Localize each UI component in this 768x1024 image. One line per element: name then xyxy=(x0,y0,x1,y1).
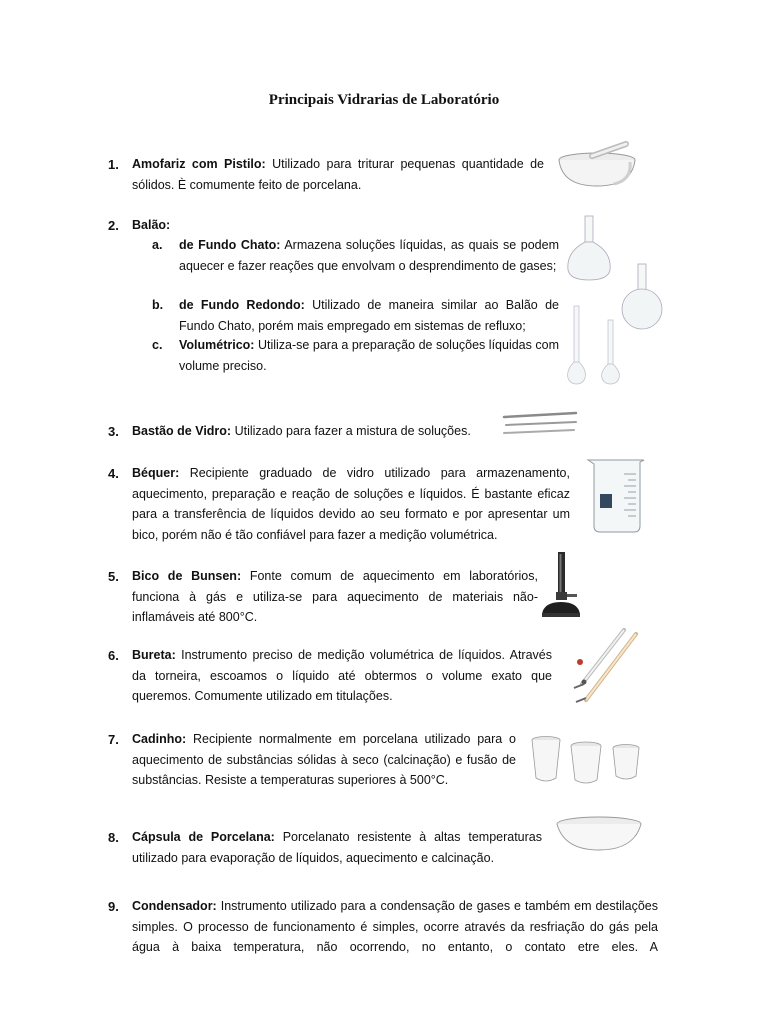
subitem-text xyxy=(179,235,559,276)
subitem-term: de Fundo Chato: xyxy=(179,238,281,252)
item-description: Recipiente normalmente em porcelana utilizado para o aquecimento de substâncias sólidas à seco (calcinação) e fusão de substâncias. Resiste a temperaturas superiores à 500°C. xyxy=(132,732,516,787)
item-number: 1. xyxy=(108,157,119,172)
item-text xyxy=(132,463,570,545)
subitem-text xyxy=(179,295,559,336)
item-description: Utilizado para triturar pequenas quantidade de sólidos. È comumente feito de porcelana. xyxy=(132,157,544,192)
flasks-image xyxy=(562,212,674,392)
item-number: 6. xyxy=(108,648,119,663)
glass-rods-image xyxy=(500,408,580,440)
subitem-letter: b. xyxy=(152,298,164,312)
item-term: Bureta: xyxy=(132,648,176,662)
item-term: Amofariz com Pistilo: xyxy=(132,157,266,171)
item-description: Fonte comum de aquecimento em laboratórios, funciona à gás e utiliza-se para aquecimento de materiais não-inflamáveis até 800°C. xyxy=(132,569,538,624)
subitem-term: Volumétrico: xyxy=(179,338,255,352)
item-description: Instrumento preciso de medição volumétrica de líquidos. Através da torneira, escoamos o líquido até obtermos o volume exato que queremos. Comumente utilizado em titulações. xyxy=(132,648,552,703)
item-text xyxy=(132,566,538,628)
item-number: 7. xyxy=(108,732,119,747)
item-text xyxy=(132,827,542,868)
item-description: Porcelanato resistente à altas temperaturas utilizado para evaporação de líquidos, aquecimento e calcinação. xyxy=(132,830,542,865)
crucibles-image xyxy=(526,732,650,788)
item-term: Cadinho: xyxy=(132,732,187,746)
item-text xyxy=(132,421,492,442)
porcelain-dish-image xyxy=(552,814,646,854)
item-term: Bastão de Vidro: xyxy=(132,424,232,438)
subitem-text xyxy=(179,335,559,376)
burettes-image xyxy=(564,624,644,708)
subitem-description: Utilizado de maneira similar ao Balão de Fundo Chato, porém mais empregado em sistemas de refluxo; xyxy=(179,298,560,333)
item-number: 4. xyxy=(108,466,119,481)
subitem-description: Utiliza-se para a preparação de soluções líquidas com volume preciso. xyxy=(179,338,559,373)
item-number: 8. xyxy=(108,830,119,845)
beaker-image xyxy=(584,454,648,534)
item-term: Bico de Bunsen: xyxy=(132,569,242,583)
item-description: Instrumento utilizado para a condensação de gases e também em destilações simples. O processo de funcionamento é simples, ocorre através da resfriação do gás pela água à baixa temperatura, não ocorrendo, no entanto, o contato etre eles. A xyxy=(132,899,658,954)
mortar-and-pestle-image xyxy=(552,140,642,190)
item-description: Utilizado para fazer a mistura de soluções. xyxy=(231,424,471,438)
item-term: Balão: xyxy=(132,218,171,232)
item-number: 3. xyxy=(108,424,119,439)
item-number: 2. xyxy=(108,218,119,233)
item-number: 5. xyxy=(108,569,119,584)
subitem-description: Armazena soluções líquidas, as quais se podem aquecer e fazer reações que envolvam o desprendimento de gases; xyxy=(179,238,559,273)
item-text xyxy=(132,645,552,707)
item-text xyxy=(132,215,170,236)
item-text xyxy=(132,154,544,195)
item-term: Béquer: xyxy=(132,466,180,480)
document-title: Principais Vidrarias de Laboratório xyxy=(268,92,500,108)
subitem-term: de Fundo Redondo: xyxy=(179,298,305,312)
item-text xyxy=(132,729,516,791)
item-term: Cápsula de Porcelana: xyxy=(132,830,275,844)
item-description: Recipiente graduado de vidro utilizado para armazenamento, aquecimento, preparação e reação de soluções e líquidos. É bastante eficaz para a transferência de líquidos devido ao seu formato e por apresentar um bico, porém não é tão confiável para fazer a medição volumétrica. xyxy=(132,466,570,542)
subitem-letter: a. xyxy=(152,238,163,252)
item-number: 9. xyxy=(108,899,119,914)
item-term: Condensador: xyxy=(132,899,217,913)
item-text xyxy=(132,896,658,958)
bunsen-burner-image xyxy=(536,548,586,624)
subitem-letter: c. xyxy=(152,338,163,352)
